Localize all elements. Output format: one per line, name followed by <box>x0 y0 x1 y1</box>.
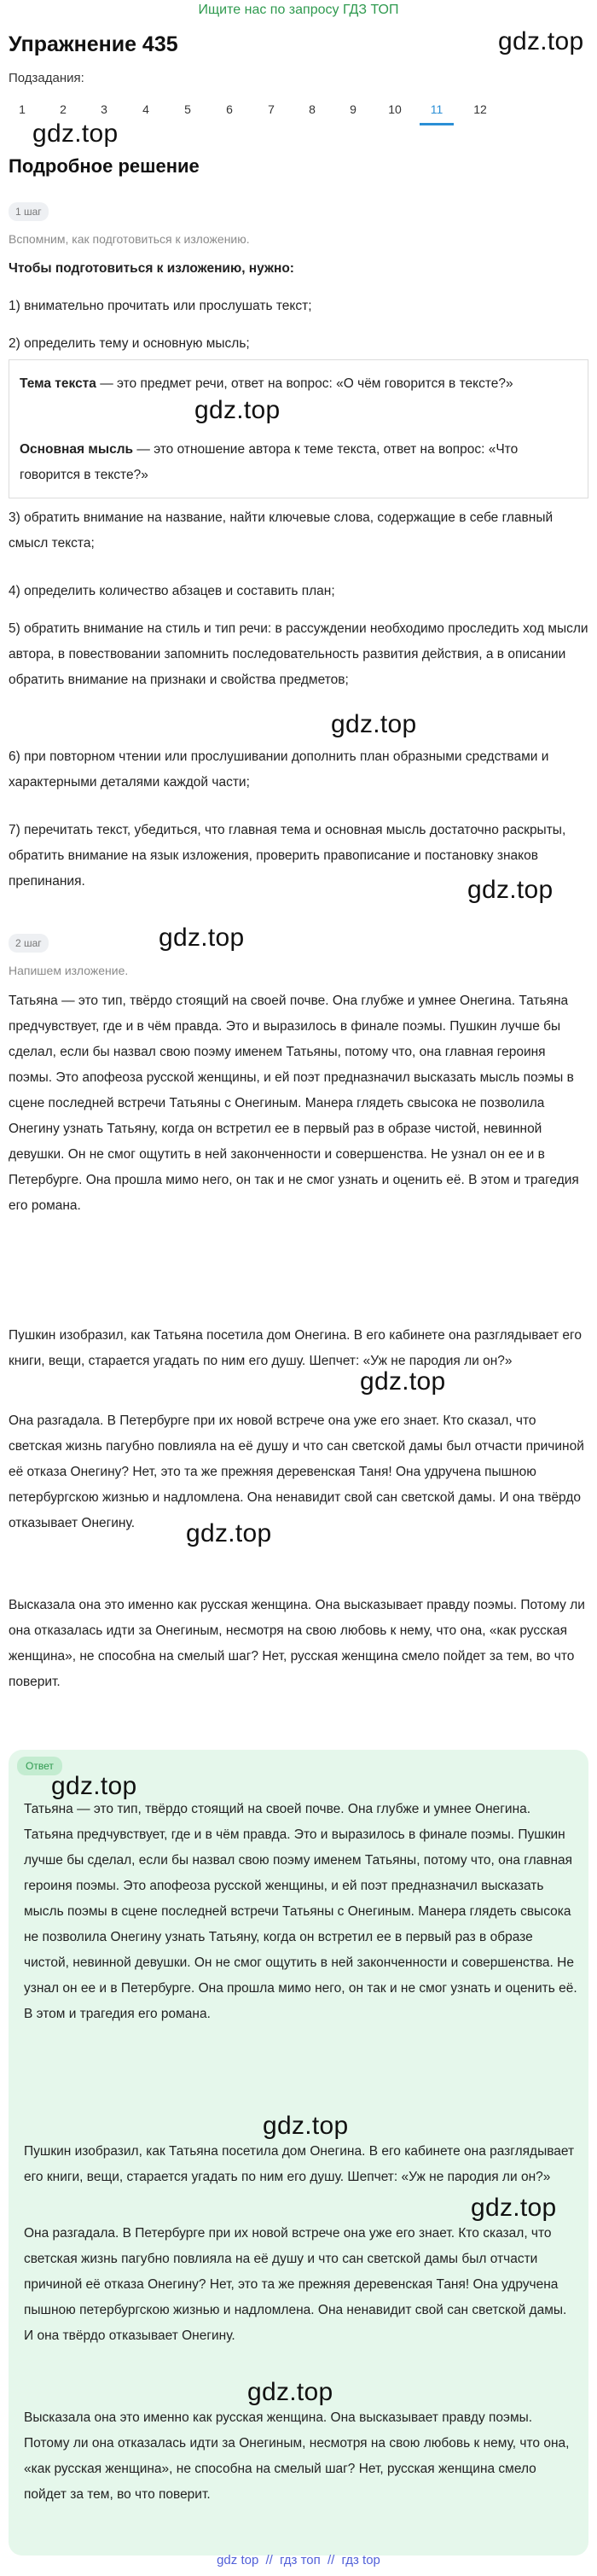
answer-box <box>9 1750 588 2556</box>
answer-paragraph-1: Татьяна — это тип, твёрдо стоящий на своей почве. Она глубже и умнее Онегина. Татьяна предчувствует, где и в чём правда. Это и выразилось в финале поэмы. Пушкин лучше бы сделал, если бы назвал свою поэму именем Татьяны, потому что, она главная героиня поэмы. Это апофеоза русской женщины, и ей поэт предназначил высказать мысль поэмы в сцене последней встречи Татьяны с Онегиным. Манера глядеть свысока не позволила Онегину узнать Татьяну, когда он встретил ее в первый раз в образе чистой, невинной девушки. Он не смог ощутить в ней законченности и совершенства. Не узнал он ее и в Петербурге. Она прошла мимо него, он так и не смог узнать и оценить её. В этом и трагедия его романа. <box>24 1802 577 2021</box>
watermark-logo: gdz.top <box>471 2194 557 2222</box>
watermark-logo: gdz.top <box>247 2378 333 2406</box>
watermark-logo: gdz.top <box>498 27 584 55</box>
subtask-9[interactable]: 9 <box>350 102 356 116</box>
definition-topic-text: — это предмет речи, ответ на вопрос: «О чём говорится в тексте?» <box>96 376 513 391</box>
watermark-logo: gdz.top <box>194 396 281 424</box>
step-1-intro: Чтобы подготовиться к изложению, нужно: <box>9 261 294 276</box>
footer-separator: // <box>265 2553 273 2567</box>
subtask-2[interactable]: 2 <box>60 102 67 116</box>
step-2-note: Напишем изложение. <box>9 964 129 977</box>
definition-main-idea-text: — это отношение автора к теме текста, ответ на вопрос: «Что говорится в тексте?» <box>20 442 519 482</box>
definition-box <box>9 359 588 498</box>
watermark-logo: gdz.top <box>159 924 245 952</box>
watermark-logo: gdz.top <box>186 1519 272 1547</box>
subtasks-label: Подзадания: <box>9 71 84 85</box>
step-2-paragraph-2: Пушкин изобразил, как Татьяна посетила дом Онегина. В его кабинете она разглядывает его книги, вещи, старается угадать по ним его душу. Шепчет: «Уж не пародия ли он?» <box>9 1328 582 1368</box>
answer-paragraph-2: Пушкин изобразил, как Татьяна посетила дом Онегина. В его кабинете она разглядывает его книги, вещи, старается угадать по ним его душу. Шепчет: «Уж не пародия ли он?» <box>24 2144 575 2184</box>
step-2-paragraph-1: Татьяна — это тип, твёрдо стоящий на своей почве. Она глубже и умнее Онегина. Татьяна предчувствует, где и в чём правда. Это и выразилось в финале поэмы. Пушкин лучше бы сделал, если бы назвал свою поэму именем Татьяны, потому что, она главная героиня поэмы. Это апофеоза русской женщины, и ей поэт предназначил высказать мысль поэмы в сцене последней встречи Татьяны с Онегиным. Манера глядеть свысока не позволила Онегину узнать Татьяну, когда он встретил ее в первый раз в образе чистой, невинной девушки. Он не смог ощутить в ней законченности и совершенства. Не узнал он ее и в Петербурге. Она прошла мимо него, он так и не смог узнать и оценить её. В этом и трагедия его романа. <box>9 994 579 1213</box>
section-title: Подробное решение <box>9 155 200 177</box>
subtask-8[interactable]: 8 <box>309 102 316 116</box>
subtask-5[interactable]: 5 <box>184 102 191 116</box>
step-2-badge: 2 шаг <box>9 934 49 953</box>
watermark-logo: gdz.top <box>467 876 554 904</box>
step-1-item-3: 3) обратить внимание на название, найти ключевые слова, содержащие в себе главный смысл текста; <box>9 510 554 551</box>
watermark-logo: gdz.top <box>331 710 417 738</box>
subtask-6[interactable]: 6 <box>226 102 233 116</box>
watermark-logo: gdz.top <box>51 1772 137 1800</box>
step-1-item-4: 4) определить количество абзацев и составить план; <box>9 584 335 598</box>
subtask-10[interactable]: 10 <box>388 102 402 116</box>
step-1-item-2: 2) определить тему и основную мысль; <box>9 336 250 351</box>
page-title: Упражнение 435 <box>9 32 178 56</box>
step-2-paragraph-4: Высказала она это именно как русская женщина. Она высказывает правду поэмы. Потому ли она отказалась идти за Онегиным, несмотря на свою любовь к нему, что она, «как русская женщина», не способна на смелый шаг? Нет, русская женщина смело пойдет за тем, во что поверит. <box>9 1598 585 1689</box>
definition-topic <box>20 371 574 397</box>
step-1-note: Вспомним, как подготовиться к изложению. <box>9 232 250 246</box>
footer-separator: // <box>327 2553 335 2567</box>
answer-paragraph-4: Высказала она это именно как русская женщина. Она высказывает правду поэмы. Потому ли она отказалась идти за Онегиным, несмотря на свою любовь к нему, что она, «как русская женщина», не способна на смелый шаг? Нет, русская женщина смело пойдет за тем, во что поверит. <box>24 2410 570 2502</box>
footer-link-gdz-top[interactable]: gdz top <box>217 2553 259 2567</box>
subtask-1[interactable]: 1 <box>19 102 26 116</box>
step-1-badge: 1 шаг <box>9 202 49 221</box>
watermark-logo: gdz.top <box>32 119 119 148</box>
footer-link-gdz-top-mixed[interactable]: гдз top <box>341 2553 380 2567</box>
watermark-logo: gdz.top <box>263 2112 349 2140</box>
definition-main-idea-term: Основная мысль <box>20 442 134 457</box>
subtask-4[interactable]: 4 <box>142 102 149 116</box>
definition-topic-term: Тема текста <box>20 376 96 391</box>
definition-main-idea <box>20 437 574 488</box>
footer-links <box>0 2553 597 2567</box>
step-1-item-6: 6) при повторном чтении или прослушивании дополнить план образными средствами и характерными деталями каждой части; <box>9 749 549 790</box>
subtask-11-active[interactable]: 11 <box>420 96 454 125</box>
subtask-3[interactable]: 3 <box>101 102 107 116</box>
step-1-item-7: 7) перечитать текст, убедиться, что главная тема и основная мысль достаточно раскрыты, обратить внимание на язык изложения, проверить правописание и постановку знаков препинания. <box>9 823 566 889</box>
step-1-item-1: 1) внимательно прочитать или прослушать текст; <box>9 299 312 313</box>
subtask-7[interactable]: 7 <box>268 102 275 116</box>
watermark-logo: gdz.top <box>360 1367 446 1396</box>
answer-badge: Ответ <box>17 1757 62 1775</box>
step-2-paragraph-3: Она разгадала. В Петербурге при их новой встрече она уже его знает. Кто сказал, что светская жизнь пагубно повлияла на её душу и что сан светской дамы был отчасти причиной её отказа Онегину? Нет, это та же прежняя деревенская Таня! Она удручена пышною петербургскою жизнью и надломлена. Она ненавидит свой сан светской дамы. И она твёрдо отказывает Онегину. <box>9 1413 584 1530</box>
top-banner[interactable]: Ищите нас по запросу ГДЗ ТОП <box>198 3 399 17</box>
answer-paragraph-3: Она разгадала. В Петербурге при их новой встрече она уже его знает. Кто сказал, что светская жизнь пагубно повлияла на её душу и что сан светской дамы был отчасти причиной её отказа Онегину? Нет, это та же прежняя деревенская Таня! Она удручена пышною петербургскою жизнью и надломлена. Она ненавидит свой сан светской дамы. И она твёрдо отказывает Онегину. <box>24 2226 567 2343</box>
footer-link-gdz-top-ru[interactable]: гдз топ <box>280 2553 321 2567</box>
step-1-item-5: 5) обратить внимание на стиль и тип речи: в рассуждении необходимо проследить ход мысли автора, в повествовании запомнить последовательность развития действия, а в описании обратить внимание на признаки и свойства предметов; <box>9 621 588 687</box>
subtask-12[interactable]: 12 <box>473 102 487 116</box>
